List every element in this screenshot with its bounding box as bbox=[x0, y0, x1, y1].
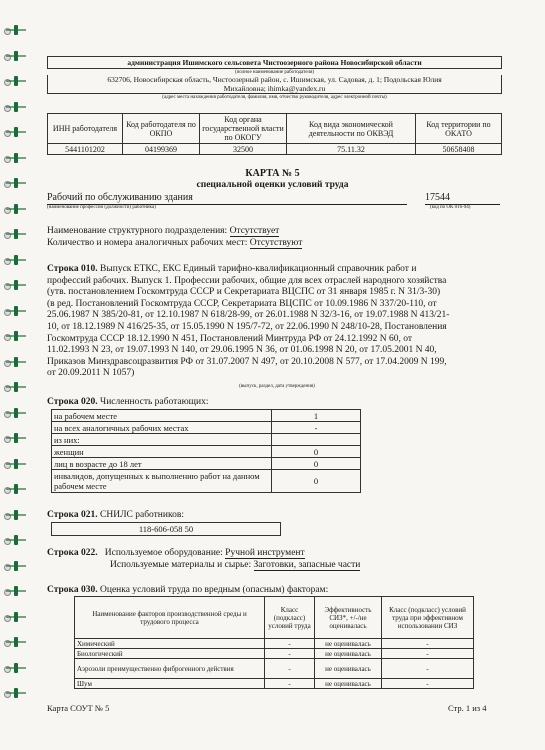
binding-clip bbox=[6, 127, 26, 137]
factor-class-siz: - bbox=[382, 659, 474, 679]
staff-row-value bbox=[272, 434, 361, 446]
factor-name: Шум bbox=[75, 679, 265, 689]
factor-name: Химический bbox=[75, 639, 265, 649]
binding-clip bbox=[6, 51, 26, 61]
factor-class: - bbox=[265, 639, 315, 649]
binding-clip bbox=[6, 255, 26, 265]
staff-row-value: 0 bbox=[272, 470, 361, 493]
snils-value: 118-606-058 50 bbox=[52, 523, 281, 536]
factor-class: - bbox=[265, 649, 315, 659]
card-title: КАРТА № 5 bbox=[245, 168, 300, 179]
row-010-line-0: Выпуск ЕТКС, ЕКС Единый тарифно-квалификационный справочник работ и bbox=[100, 264, 417, 274]
binding-clip bbox=[6, 280, 26, 290]
row-021-heading bbox=[47, 510, 184, 520]
row-010-line-6: Госкомтруда СССР 18.12.1990 N 451, Постановлений Минтруда РФ от 24.12.1992 N 60, от bbox=[47, 333, 413, 344]
staff-row-value: 0 bbox=[272, 446, 361, 458]
row-020-label: Строка 020. bbox=[47, 397, 98, 407]
row-010-text bbox=[47, 264, 507, 380]
row-010-line-3: (в ред. Постановлений Госкомтруда СССР, Секретариата ВЦСПС от 10.09.1986 N 337/20-110, от bbox=[47, 298, 437, 309]
code-header-okved: Код вида экономической деятельности по ОКВЭД bbox=[287, 114, 416, 144]
binding-clip bbox=[6, 510, 26, 520]
factor-efficiency: не оценивалась bbox=[315, 649, 382, 659]
analog-value: Отсутствуют bbox=[249, 238, 303, 248]
binding-clip bbox=[6, 637, 26, 647]
code-header-inn: ИНН работодателя bbox=[48, 114, 123, 144]
binding-clip bbox=[6, 102, 26, 112]
binding-clip bbox=[6, 586, 26, 596]
binding-strip bbox=[6, 25, 32, 725]
factors-header-name: Наименование факторов производственной среды и трудового процесса bbox=[75, 597, 265, 639]
factor-class: - bbox=[265, 679, 315, 689]
staff-row-name: из них: bbox=[52, 434, 272, 446]
staff-table bbox=[51, 409, 361, 493]
code-value-okogu: 32500 bbox=[200, 144, 287, 155]
row-010 bbox=[47, 264, 507, 389]
row-030-title: Оценка условий труда по вредным (опасным) факторам: bbox=[100, 585, 329, 595]
factor-class-siz: - bbox=[382, 679, 474, 689]
row-010-line-7: 11.02.1993 N 23, от 19.07.1993 N 140, от 29.06.1995 N 36, от 01.06.1998 N 20, от 17.05.2001 N 40, bbox=[47, 345, 437, 356]
equipment-label: Используемое оборудование: bbox=[104, 548, 223, 558]
equipment-value: Ручной инструмент bbox=[225, 548, 305, 558]
row-010-line-2: (утв. постановлением Госкомтруда СССР и Секретариата ВЦСПС от 31 января 1985 г. N 31/3-30) bbox=[47, 287, 441, 298]
staff-row-name: инвалидов, допущенных к выполнению работ на данном рабочем месте bbox=[52, 470, 272, 493]
row-010-line-8: Приказов Минздравсоцразвития РФ от 31.07.2007 N 497, от 20.10.2008 N 577, от 17.04.2009 N 199, bbox=[47, 356, 447, 367]
row-020-title: Численность работающих: bbox=[100, 397, 209, 407]
binding-clip bbox=[6, 25, 26, 35]
analog-label: Количество и номера аналогичных рабочих мест: bbox=[47, 238, 248, 248]
code-header-okpo: Код работодателя по ОКПО bbox=[123, 114, 200, 144]
binding-clip bbox=[6, 408, 26, 418]
profession-code: 17544 bbox=[425, 192, 500, 205]
code-value-okato: 50658408 bbox=[416, 144, 502, 155]
code-header-okato: Код территории по ОКАТО bbox=[416, 114, 502, 144]
factor-class-siz: - bbox=[382, 639, 474, 649]
binding-clip bbox=[6, 663, 26, 673]
materials-label: Используемые материалы и сырье: bbox=[110, 560, 252, 570]
factor-efficiency: не оценивалась bbox=[315, 659, 382, 679]
footer-page-number: Стр. 1 из 4 bbox=[448, 703, 487, 713]
binding-clip bbox=[6, 76, 26, 86]
employer-address-caption: (адрес места нахождения работодателя, фамилия, имя, отчество руководителя, адрес электронной почты) bbox=[162, 94, 387, 100]
row-010-label: Строка 010. bbox=[47, 264, 98, 274]
binding-clip bbox=[6, 459, 26, 469]
binding-clip bbox=[6, 229, 26, 239]
factors-header-class-siz: Класс (подкласс) условий труда при эффективном использовании СИЗ bbox=[382, 597, 474, 639]
employer-table bbox=[47, 56, 502, 100]
factor-name: Биологический bbox=[75, 649, 265, 659]
row-010-line-9: от 20.09.2011 N 1057) bbox=[47, 368, 135, 379]
code-value-okpo: 04199369 bbox=[123, 144, 200, 155]
binding-clip bbox=[6, 357, 26, 367]
materials-value: Заготовки, запасные части bbox=[253, 560, 361, 570]
factors-header-class: Класс (подкласс) условий труда bbox=[265, 597, 315, 639]
staff-row-name: на всех аналогичных рабочих местах bbox=[52, 422, 272, 434]
employer-name-caption: (полное наименование работодателя) bbox=[234, 69, 315, 75]
unit-label: Наименование структурного подразделения: bbox=[47, 226, 228, 236]
binding-clip bbox=[6, 433, 26, 443]
row-030-heading bbox=[47, 585, 328, 595]
employer-name: администрация Ишимского сельсовета Чистоозерного района Новосибирской области bbox=[48, 57, 502, 69]
row-010-line-5: 10, от 18.12.1989 N 416/25-35, от 15.05.1990 N 195/7-72, от 22.06.1990 N 248/10-28, Постановления bbox=[47, 321, 447, 332]
binding-clip bbox=[6, 561, 26, 571]
binding-clip bbox=[6, 306, 26, 316]
factor-class: - bbox=[265, 659, 315, 679]
staff-row-value: - bbox=[272, 422, 361, 434]
profession-caption: (наименование профессии (должности) работника) bbox=[47, 205, 156, 210]
row-021-title: СНИЛС работников: bbox=[100, 510, 184, 520]
staff-row-name: женщин bbox=[52, 446, 272, 458]
row-020-heading bbox=[47, 397, 208, 407]
unit-line bbox=[47, 226, 279, 236]
row-022-materials bbox=[110, 560, 360, 570]
card-subtitle: специальной оценки условий труда bbox=[196, 180, 349, 190]
binding-clip bbox=[6, 535, 26, 545]
staff-row-name: лиц в возрасте до 18 лет bbox=[52, 458, 272, 470]
code-value-inn: 5441101202 bbox=[48, 144, 123, 155]
row-021-label: Строка 021. bbox=[47, 510, 98, 520]
binding-clip bbox=[6, 484, 26, 494]
snils-table bbox=[51, 522, 281, 536]
binding-clip bbox=[6, 204, 26, 214]
binding-clip bbox=[6, 688, 26, 698]
binding-clip bbox=[6, 153, 26, 163]
row-010-caption: (выпуск, раздел, дата утверждения) bbox=[239, 383, 315, 389]
footer-card-label: Карта СОУТ № 5 bbox=[47, 703, 110, 713]
factors-table bbox=[74, 596, 474, 689]
staff-row-name: на рабочем месте bbox=[52, 410, 272, 422]
row-030-label: Строка 030. bbox=[47, 585, 98, 595]
profession-code-caption: (код по ОК 016-94) bbox=[430, 205, 471, 210]
factor-efficiency: не оценивалась bbox=[315, 639, 382, 649]
binding-clip bbox=[6, 612, 26, 622]
employer-address-2: Михайловна; ihimka@yandex.ru bbox=[48, 84, 502, 94]
factor-efficiency: не оценивалась bbox=[315, 679, 382, 689]
staff-row-value: 1 bbox=[272, 410, 361, 422]
code-header-okogu: Код органа государственной власти по ОКОГУ bbox=[200, 114, 287, 144]
row-022-label: Строка 022. bbox=[47, 548, 98, 558]
profession-name: Рабочий по обслуживанию здания bbox=[47, 192, 407, 205]
employer-address-1: 632706, Новосибирская область, Чистоозерный район, с. Ишимская, ул. Садовая, д. 1; Подольская Юлия bbox=[48, 75, 502, 84]
row-010-line-4: 25.06.1987 N 385/20-81, от 12.10.1987 N 618/28-99, от 26.01.1988 N 32/3-16, от 19.07.1988 N 413/21- bbox=[47, 310, 450, 321]
codes-table bbox=[47, 113, 502, 155]
factors-header-efficiency: Эффективность СИЗ*, +/-/не оценивалась bbox=[315, 597, 382, 639]
binding-clip bbox=[6, 331, 26, 341]
unit-value: Отсутствует bbox=[229, 226, 280, 236]
binding-clip bbox=[6, 382, 26, 392]
factor-class-siz: - bbox=[382, 649, 474, 659]
row-010-line-1: профессий рабочих. Выпуск 1. Профессии рабочих, общие для всех отраслей народного хозяйства bbox=[47, 275, 447, 286]
factor-name: Аэрозоли преимущественно фиброгенного действия bbox=[75, 659, 265, 679]
code-value-okved: 75.11.32 bbox=[287, 144, 416, 155]
analog-line bbox=[47, 238, 302, 248]
row-022-equipment bbox=[47, 548, 305, 558]
staff-row-value: 0 bbox=[272, 458, 361, 470]
